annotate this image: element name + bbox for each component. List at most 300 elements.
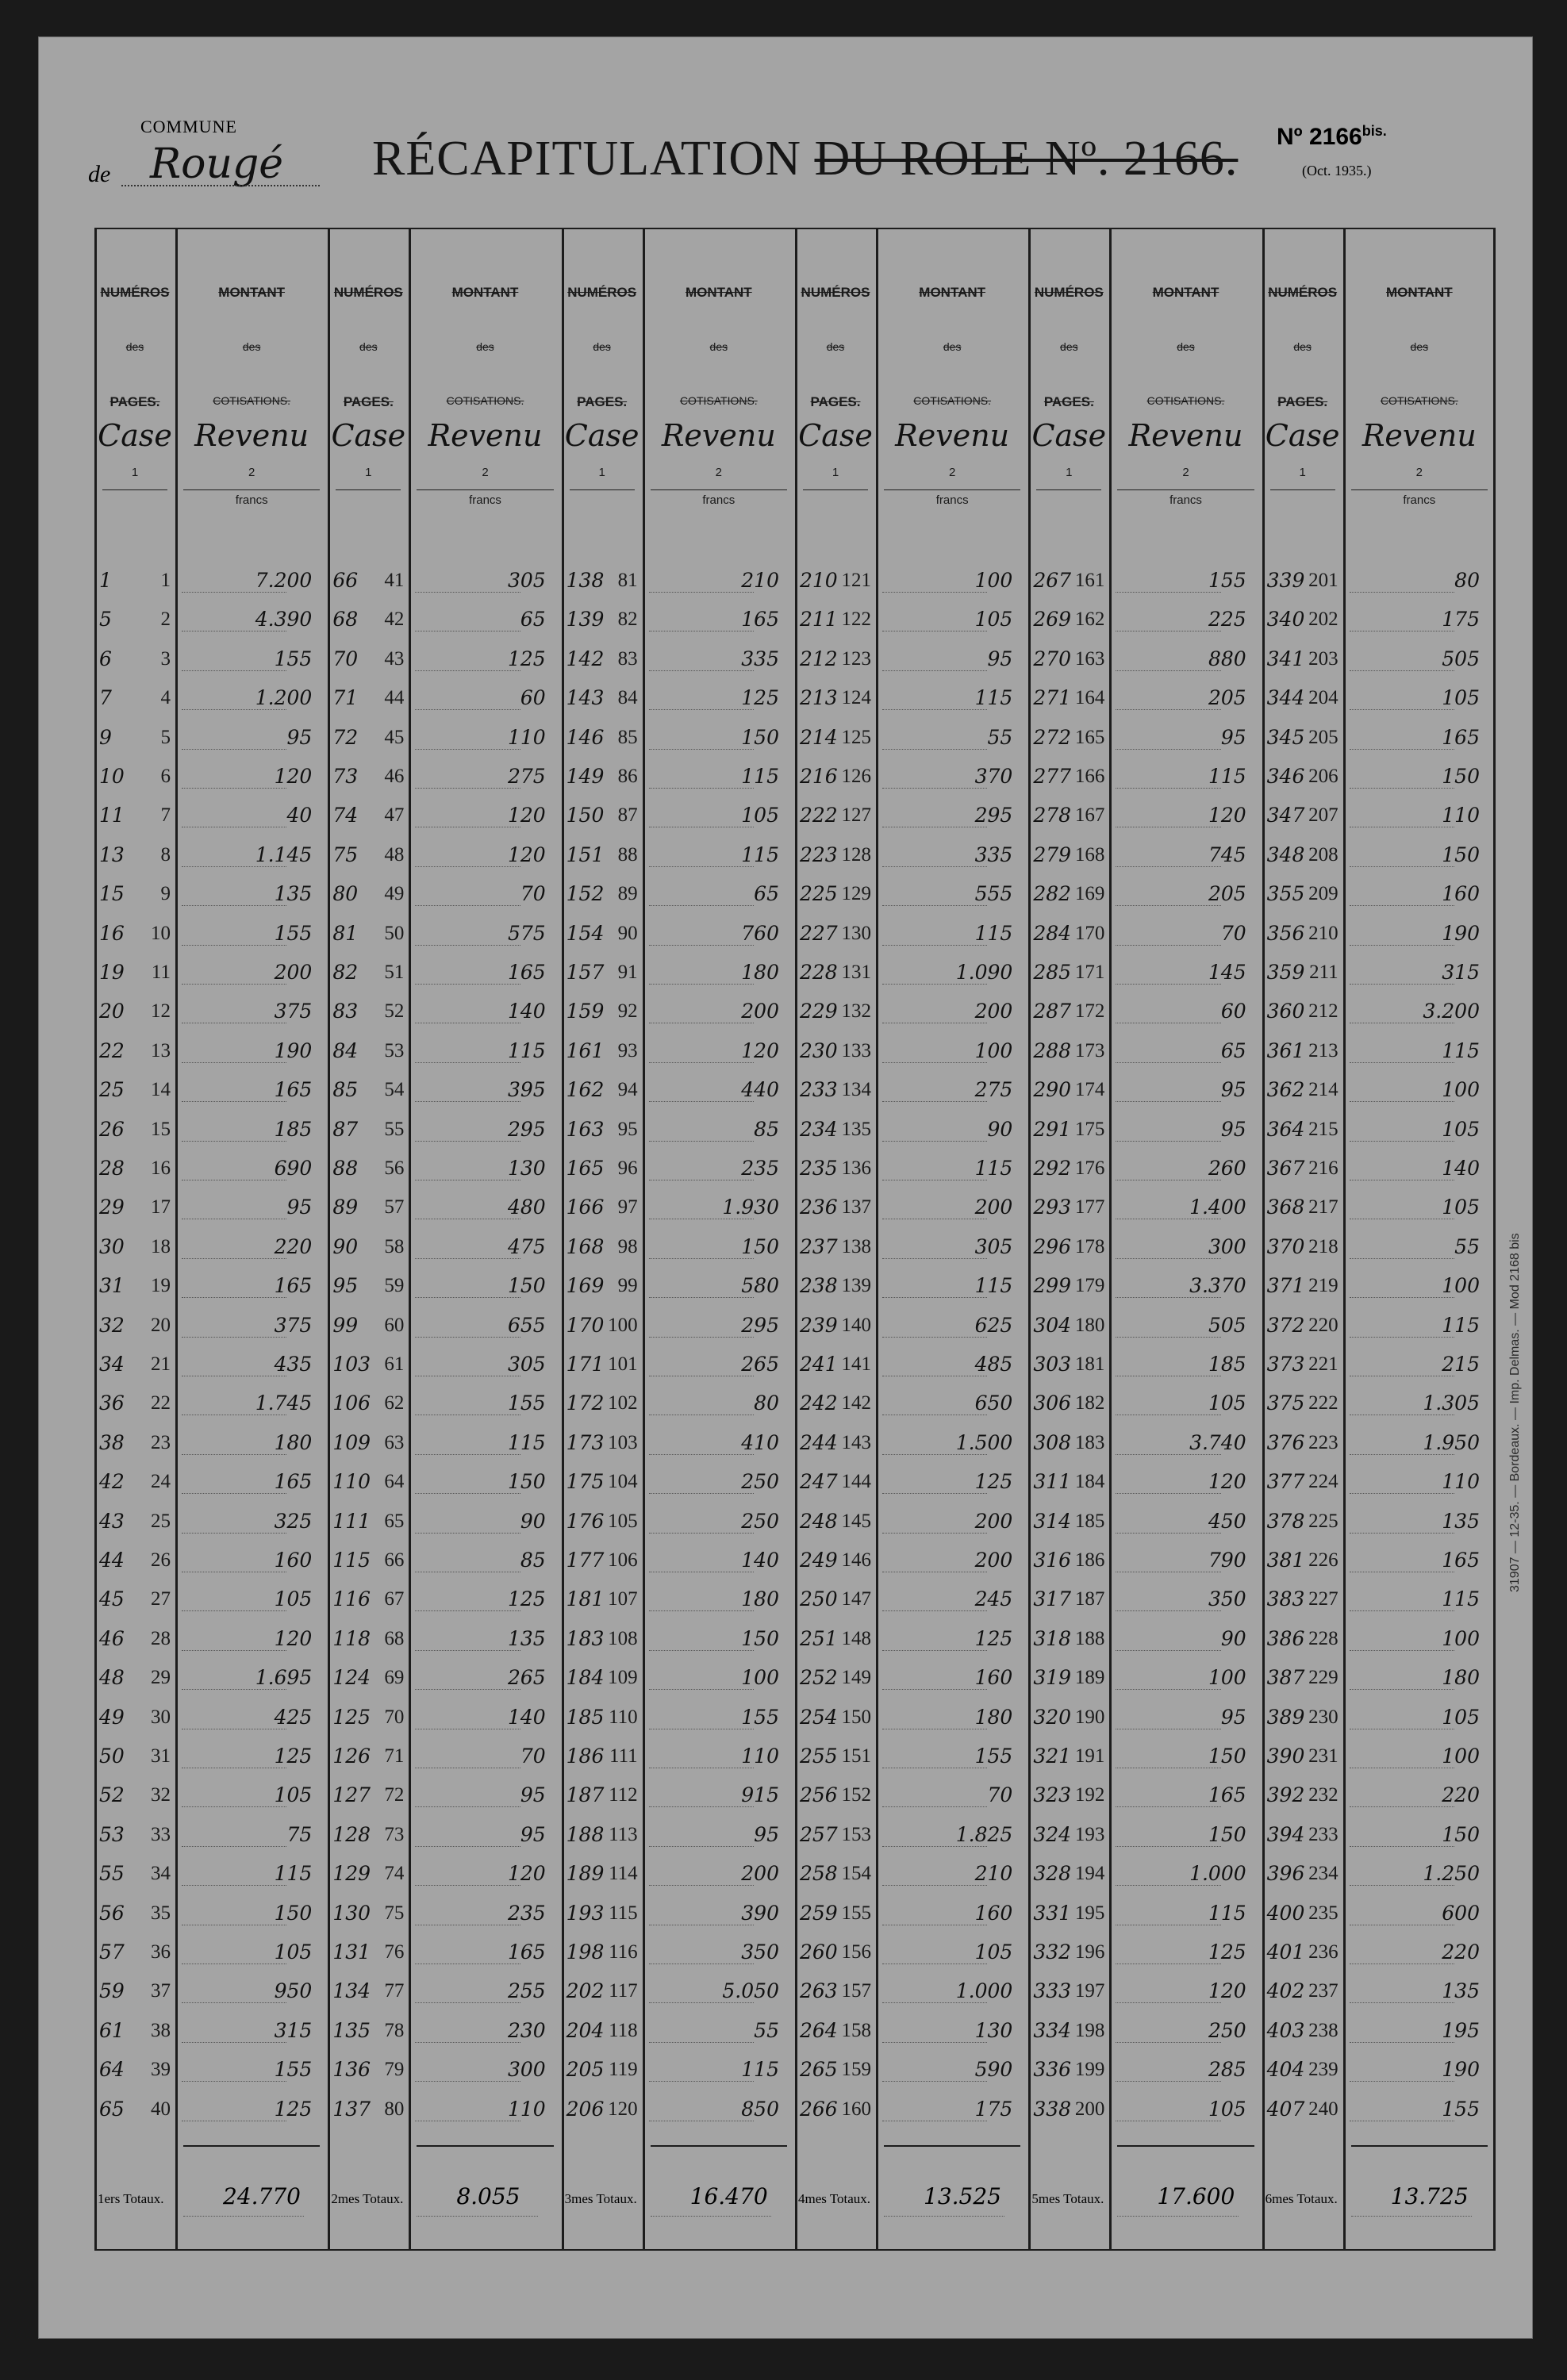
page-number: 34 [99, 1353, 125, 1376]
row-number: 67 [384, 1588, 405, 1610]
document-page [38, 36, 1533, 2339]
page-number: 212 [800, 647, 838, 670]
des-label: des [1060, 340, 1078, 353]
total-value: 13.725 [1390, 2183, 1469, 2209]
totals-rule [183, 2145, 320, 2147]
row-number: 189 [1074, 1667, 1105, 1689]
amount-value: 105 [1442, 686, 1480, 710]
row-number: 196 [1074, 1941, 1105, 1963]
row-number: 27 [151, 1588, 171, 1610]
row-number: 74 [384, 1863, 405, 1885]
row-number: 115 [609, 1902, 638, 1924]
row-number: 106 [608, 1549, 638, 1571]
amount-value: 200 [974, 1000, 1013, 1023]
amount-value: 100 [1442, 1745, 1480, 1768]
amount-value: 95 [1220, 1117, 1246, 1141]
page-number: 267 [1033, 569, 1072, 592]
amount-value: 305 [507, 569, 546, 592]
row-number: 87 [617, 804, 638, 827]
row-number: 131 [841, 962, 871, 983]
page-number: 45 [99, 1587, 125, 1611]
row-number: 205 [1308, 726, 1338, 748]
page-number: 336 [1033, 2058, 1072, 2082]
amount-value: 3.370 [1189, 1274, 1246, 1298]
row-number: 85 [617, 726, 638, 748]
amount-value: 105 [1442, 1705, 1480, 1729]
row-number: 70 [384, 1706, 405, 1728]
table-border [94, 228, 97, 2251]
amount-value: 1.250 [1423, 1862, 1480, 1886]
amount-value: 225 [1208, 608, 1246, 631]
page-number: 372 [1266, 1313, 1305, 1337]
page-number: 13 [99, 843, 125, 866]
cotisations-header: COTISATIONS. [913, 394, 992, 407]
row-number: 210 [1308, 922, 1338, 944]
page-number: 26 [99, 1117, 125, 1141]
numeros-header: NUMÉROS [801, 285, 870, 300]
row-number: 53 [384, 1039, 405, 1061]
page-number: 136 [332, 2058, 371, 2082]
amount-value: 90 [520, 1509, 546, 1533]
column-number: 2 [715, 466, 722, 479]
amount-value: 655 [507, 1313, 546, 1337]
row-number: 183 [1074, 1431, 1105, 1453]
page-number: 345 [1266, 725, 1305, 749]
group-divider [1028, 228, 1031, 2251]
amount-value: 1.000 [1189, 1862, 1246, 1886]
page-number: 1 [99, 569, 112, 592]
amount-value: 100 [1208, 1666, 1246, 1690]
page-number: 146 [566, 725, 605, 749]
row-number: 164 [1074, 687, 1105, 709]
page-number: 49 [99, 1705, 125, 1729]
page-number: 7 [99, 686, 112, 710]
page-number: 115 [332, 1549, 371, 1572]
amount-value: 55 [754, 2018, 779, 2042]
row-number: 182 [1074, 1392, 1105, 1415]
row-number: 4 [160, 687, 171, 709]
row-number: 219 [1308, 1275, 1338, 1297]
row-number: 109 [608, 1667, 638, 1689]
page-number: 9 [99, 725, 112, 749]
row-number: 147 [841, 1588, 871, 1610]
amount-value: 1.950 [1423, 1430, 1480, 1454]
page-number: 109 [332, 1430, 371, 1454]
row-number: 151 [841, 1745, 871, 1767]
amount-value: 305 [507, 1353, 546, 1376]
page-number: 193 [566, 1901, 605, 1925]
page-number: 407 [1266, 2097, 1305, 2121]
amount-value: 65 [1220, 1038, 1246, 1062]
page-number: 64 [99, 2058, 125, 2082]
page-number: 266 [800, 2097, 838, 2121]
row-number: 81 [617, 570, 638, 591]
amount-value: 110 [507, 725, 546, 749]
totals-rule [884, 2145, 1020, 2147]
amount-value: 70 [520, 882, 546, 906]
amount-value: 115 [1442, 1038, 1480, 1062]
amount-value: 1.695 [255, 1666, 313, 1690]
amount-value: 410 [741, 1430, 779, 1454]
row-number: 137 [841, 1196, 871, 1219]
page-number: 138 [566, 569, 605, 592]
revenu-header-hand: Revenu [661, 418, 776, 453]
row-number: 201 [1308, 570, 1338, 591]
amount-value: 440 [741, 1078, 779, 1102]
page-number: 25 [99, 1078, 125, 1102]
row-number: 28 [151, 1627, 171, 1649]
page-number: 390 [1266, 1745, 1305, 1768]
row-number: 110 [609, 1706, 638, 1728]
page-number: 251 [800, 1626, 838, 1650]
revenu-header-hand: Revenu [895, 418, 1010, 453]
page-number: 334 [1033, 2018, 1072, 2042]
page-number: 213 [800, 686, 838, 710]
row-number: 50 [384, 922, 405, 944]
page-number: 90 [332, 1234, 359, 1258]
page-number: 311 [1033, 1470, 1072, 1494]
row-number: 1 [160, 570, 171, 591]
row-number: 2 [160, 608, 171, 631]
page-number: 277 [1033, 765, 1072, 788]
amount-value: 120 [741, 1038, 779, 1062]
amount-value: 70 [987, 1783, 1013, 1807]
page-number: 57 [99, 1940, 125, 1964]
page-number: 135 [332, 2018, 371, 2042]
revenu-header-hand: Revenu [194, 418, 309, 453]
page-number: 233 [800, 1078, 838, 1102]
page-number: 202 [566, 1979, 605, 2003]
amount-value: 140 [507, 1000, 546, 1023]
page-number: 260 [800, 1940, 838, 1964]
amount-value: 425 [274, 1705, 313, 1729]
amount-value: 85 [754, 1117, 779, 1141]
amount-value: 120 [274, 765, 313, 788]
row-number: 15 [151, 1118, 171, 1140]
row-number: 195 [1074, 1902, 1105, 1924]
amount-value: 70 [520, 1745, 546, 1768]
page-number: 129 [332, 1862, 371, 1886]
amount-value: 230 [507, 2018, 546, 2042]
amount-value: 1.000 [955, 1979, 1013, 2003]
amount-value: 210 [741, 569, 779, 592]
row-number: 75 [384, 1902, 405, 1924]
page-number: 258 [800, 1862, 838, 1886]
total-value: 24.770 [223, 2183, 301, 2209]
header-rule [183, 489, 320, 490]
des-label: des [709, 340, 728, 353]
amount-value: 130 [507, 1157, 546, 1180]
page-number: 306 [1033, 1392, 1072, 1415]
montant-header: MONTANT [1385, 285, 1453, 300]
row-number: 128 [841, 843, 871, 866]
page-number: 257 [800, 1822, 838, 1846]
row-number: 132 [841, 1000, 871, 1023]
amount-value: 95 [286, 1196, 313, 1219]
page-number: 80 [332, 882, 359, 906]
row-number: 187 [1074, 1588, 1105, 1610]
row-number: 207 [1308, 804, 1338, 827]
header-rule [651, 489, 787, 490]
amount-value: 125 [507, 1587, 546, 1611]
pages-header: PAGES. [109, 394, 160, 409]
amount-value: 135 [507, 1626, 546, 1650]
page-number: 10 [99, 765, 125, 788]
amount-value: 105 [274, 1587, 313, 1611]
francs-label: francs [935, 493, 969, 507]
row-number: 105 [608, 1510, 638, 1532]
page-number: 83 [332, 1000, 359, 1023]
row-number: 136 [841, 1157, 871, 1179]
amount-value: 105 [274, 1940, 313, 1964]
page-number: 6 [99, 647, 112, 670]
page-number: 214 [800, 725, 838, 749]
row-number: 72 [384, 1784, 405, 1806]
header-rule [1270, 489, 1335, 490]
amount-value: 95 [1220, 1705, 1246, 1729]
amount-value: 95 [987, 647, 1013, 670]
page-number: 287 [1033, 1000, 1072, 1023]
amount-value: 315 [1442, 961, 1480, 984]
amount-value: 435 [274, 1353, 313, 1376]
amount-value: 335 [974, 843, 1013, 866]
amount-value: 150 [507, 1274, 546, 1298]
amount-value: 85 [520, 1549, 546, 1572]
amount-value: 100 [1442, 1274, 1480, 1298]
row-number: 55 [384, 1118, 405, 1140]
page-number: 11 [99, 804, 125, 827]
row-number: 143 [841, 1431, 871, 1453]
amount-value: 760 [741, 921, 779, 945]
page-number: 65 [99, 2097, 125, 2121]
column-divider [1343, 228, 1346, 2251]
page-number: 383 [1266, 1587, 1305, 1611]
amount-value: 580 [741, 1274, 779, 1298]
amount-value: 120 [507, 804, 546, 827]
row-number: 100 [608, 1314, 638, 1336]
row-number: 237 [1308, 1980, 1338, 2002]
cotisations-header: COTISATIONS. [1146, 394, 1225, 407]
row-number: 159 [841, 2059, 871, 2081]
page-number: 44 [99, 1549, 125, 1572]
page-number: 375 [1266, 1392, 1305, 1415]
page-number: 70 [332, 647, 359, 670]
row-number: 206 [1308, 766, 1338, 787]
row-number: 40 [151, 2098, 171, 2120]
revenu-header-hand: Revenu [1128, 418, 1243, 453]
amount-value: 1.930 [722, 1196, 779, 1219]
amount-value: 115 [274, 1862, 313, 1886]
page-number: 152 [566, 882, 605, 906]
row-number: 134 [841, 1079, 871, 1101]
numeros-header: NUMÉROS [333, 285, 403, 300]
amount-value: 125 [274, 2097, 313, 2121]
row-number: 175 [1074, 1118, 1105, 1140]
page-number: 59 [99, 1979, 125, 2003]
page-number: 278 [1033, 804, 1072, 827]
numeros-header: NUMÉROS [1268, 285, 1338, 300]
page-number: 341 [1266, 647, 1305, 670]
row-number: 94 [617, 1079, 638, 1101]
row-number: 29 [151, 1667, 171, 1689]
row-number: 91 [617, 962, 638, 983]
header-rule [570, 489, 635, 490]
page-number: 43 [99, 1509, 125, 1533]
total-label: 1ers Totaux. [98, 2191, 164, 2206]
des-label: des [943, 340, 962, 353]
row-number: 71 [384, 1745, 405, 1767]
page-number: 250 [800, 1587, 838, 1611]
page-number: 186 [566, 1745, 605, 1768]
row-number: 62 [384, 1392, 405, 1415]
total-value: 17.600 [1157, 2183, 1235, 2209]
page-number: 270 [1033, 647, 1072, 670]
amount-value: 180 [741, 961, 779, 984]
amount-value: 145 [1208, 961, 1246, 984]
form-number-main: Nº 2166 [1277, 124, 1362, 150]
row-number: 157 [841, 1980, 871, 2002]
row-number: 144 [841, 1471, 871, 1493]
amount-value: 60 [1220, 1000, 1246, 1023]
amount-value: 265 [507, 1666, 546, 1690]
amount-value: 220 [1442, 1783, 1480, 1807]
page-number: 175 [566, 1470, 605, 1494]
row-number: 101 [608, 1353, 638, 1375]
form-number [1277, 123, 1387, 151]
amount-value: 295 [507, 1117, 546, 1141]
header-rule [417, 489, 553, 490]
page-number: 134 [332, 1979, 371, 2003]
header-rule [102, 489, 167, 490]
page-number: 87 [332, 1117, 359, 1141]
row-number: 34 [151, 1863, 171, 1885]
amount-value: 120 [507, 1862, 546, 1886]
row-number: 13 [151, 1039, 171, 1061]
page-number: 187 [566, 1783, 605, 1807]
page-number: 95 [332, 1274, 359, 1298]
row-number: 168 [1074, 843, 1105, 866]
row-number: 12 [151, 1000, 171, 1023]
amount-value: 180 [1442, 1666, 1480, 1690]
amount-value: 155 [274, 921, 313, 945]
page-number: 118 [332, 1626, 371, 1650]
row-number: 188 [1074, 1627, 1105, 1649]
cotisations-header: COTISATIONS. [446, 394, 524, 407]
amount-value: 205 [1208, 686, 1246, 710]
page-number: 223 [800, 843, 838, 866]
amount-value: 110 [1442, 804, 1480, 827]
amount-value: 235 [507, 1901, 546, 1925]
amount-value: 390 [741, 1901, 779, 1925]
row-number: 69 [384, 1667, 405, 1689]
numeros-header: NUMÉROS [1034, 285, 1104, 300]
amount-value: 165 [1442, 1549, 1480, 1572]
group-divider [562, 228, 564, 2251]
amount-value: 80 [754, 1392, 779, 1415]
row-number: 117 [609, 1980, 638, 2002]
page-number: 61 [99, 2018, 125, 2042]
title-struck: DU ROLE Nº. 2166. [814, 132, 1239, 186]
row-number: 161 [1074, 570, 1105, 591]
row-number: 39 [151, 2059, 171, 2081]
row-number: 233 [1308, 1823, 1338, 1845]
row-number: 202 [1308, 608, 1338, 631]
page-number: 263 [800, 1979, 838, 2003]
page-number: 169 [566, 1274, 605, 1298]
row-number: 238 [1308, 2019, 1338, 2041]
page-number: 371 [1266, 1274, 1305, 1298]
page-number: 282 [1033, 882, 1072, 906]
page-number: 344 [1266, 686, 1305, 710]
row-number: 170 [1074, 922, 1105, 944]
page-number: 151 [566, 843, 605, 866]
case-header-hand: Case [564, 418, 639, 453]
row-number: 5 [160, 726, 171, 748]
amount-value: 185 [1208, 1353, 1246, 1376]
page-number: 162 [566, 1078, 605, 1102]
row-number: 204 [1308, 687, 1338, 709]
row-number: 89 [617, 883, 638, 905]
row-number: 211 [1309, 962, 1338, 983]
case-header-hand: Case [1265, 418, 1340, 453]
row-number: 199 [1074, 2059, 1105, 2081]
amount-value: 285 [1208, 2058, 1246, 2082]
page-number: 303 [1033, 1353, 1072, 1376]
amount-value: 115 [741, 765, 779, 788]
page-number: 389 [1266, 1705, 1305, 1729]
amount-value: 65 [754, 882, 779, 906]
row-number: 116 [609, 1941, 638, 1963]
row-number: 173 [1074, 1039, 1105, 1061]
row-number: 84 [617, 687, 638, 709]
total-value: 16.470 [689, 2183, 768, 2209]
row-number: 193 [1074, 1823, 1105, 1845]
page-number: 364 [1266, 1117, 1305, 1141]
row-number: 174 [1074, 1079, 1105, 1101]
amount-value: 150 [1442, 843, 1480, 866]
row-number: 133 [841, 1039, 871, 1061]
amount-value: 120 [507, 843, 546, 866]
column-number: 2 [482, 466, 489, 479]
row-number: 63 [384, 1431, 405, 1453]
page-number: 46 [99, 1626, 125, 1650]
row-number: 141 [841, 1353, 871, 1375]
row-number: 45 [384, 726, 405, 748]
row-number: 180 [1074, 1314, 1105, 1336]
page-number: 149 [566, 765, 605, 788]
page-number: 386 [1266, 1626, 1305, 1650]
amount-value: 1.090 [955, 961, 1013, 984]
row-number: 97 [617, 1196, 638, 1219]
page-number: 38 [99, 1430, 125, 1454]
page-number: 66 [332, 569, 359, 592]
page-number: 16 [99, 921, 125, 945]
row-number: 49 [384, 883, 405, 905]
amount-value: 90 [1220, 1626, 1246, 1650]
page-number: 106 [332, 1392, 371, 1415]
commune-underline [121, 185, 320, 186]
amount-value: 205 [1208, 882, 1246, 906]
amount-value: 75 [286, 1822, 313, 1846]
page-number: 227 [800, 921, 838, 945]
page-number: 170 [566, 1313, 605, 1337]
row-number: 135 [841, 1118, 871, 1140]
page-number: 238 [800, 1274, 838, 1298]
amount-value: 100 [974, 569, 1013, 592]
amount-value: 1.200 [255, 686, 313, 710]
row-number: 121 [841, 570, 871, 591]
row-number: 160 [841, 2098, 871, 2120]
